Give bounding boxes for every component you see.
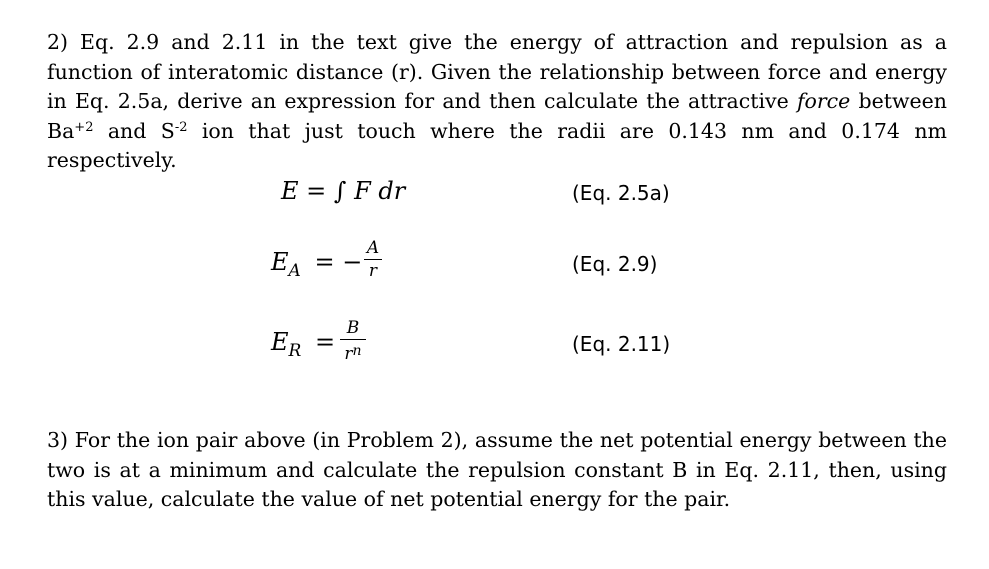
problem-2-line-3c: and	[93, 118, 147, 143]
eq2-fraction	[364, 239, 382, 280]
eq3-subscript: R	[288, 341, 302, 361]
equation-2-11	[271, 328, 336, 361]
s-charge: -2	[174, 119, 188, 135]
equation-label-2-9: (Eq. 2.9)	[572, 252, 658, 276]
equation-label-2-5a: (Eq. 2.5a)	[572, 181, 670, 205]
ba-charge: +2	[74, 119, 94, 135]
eq2-lhs: E	[271, 248, 289, 276]
eq2-operator: = −	[314, 248, 363, 276]
problem-3-line-3: this value, calculate the value of net potential energy for the pair.	[47, 487, 731, 511]
sulfur-symbol: S	[160, 118, 175, 143]
eq2-subscript: A	[288, 261, 301, 281]
eq2-numerator: A	[366, 238, 380, 258]
eq3-fraction	[340, 319, 366, 363]
problem-3-line-2: the two is at a minimum and calculate the repulsion constant B in Eq. 2.11, then, using	[47, 428, 947, 482]
eq3-fraction-bar	[340, 339, 366, 340]
problem-2-text	[47, 28, 947, 176]
problem-2-line-1: 2) Eq. 2.9 and 2.11 in the text give the energy of attraction and repulsion as a function	[47, 30, 947, 84]
eq3-operator: =	[314, 328, 336, 356]
problem-3-line-1: 3) For the ion pair above (in Problem 2), assume the net potential energy between	[47, 428, 907, 452]
problem-2-line-3b: between Ba	[47, 89, 947, 143]
eq3-lhs: E	[271, 328, 289, 356]
force-emphasis: force	[796, 89, 851, 113]
eq3-denominator: r	[344, 344, 353, 364]
equation-label-2-11: (Eq. 2.11)	[572, 332, 671, 356]
problem-2-line-2: of interatomic distance (r). Given the relationship between force and energy in Eq.	[47, 59, 947, 113]
equation-2-9	[271, 248, 363, 281]
equation-2-5a	[281, 177, 405, 205]
eq3-numerator: B	[346, 318, 360, 338]
eq1-lhs: E	[281, 177, 299, 205]
eq1-operator: = ∫	[306, 177, 347, 205]
eq1-integrand: F dr	[354, 177, 406, 205]
problem-2-line-3a: 2.5a, derive an expression for and then calculate the attractive	[117, 89, 797, 113]
problem-2-line-4: ion that just touch where the radii are 0.143 nm and 0.174 nm respectively.	[47, 118, 947, 172]
eq2-fraction-bar	[364, 259, 382, 260]
eq3-exponent: n	[352, 343, 362, 359]
problem-3-text	[47, 426, 947, 515]
eq2-denominator: r	[368, 261, 378, 281]
